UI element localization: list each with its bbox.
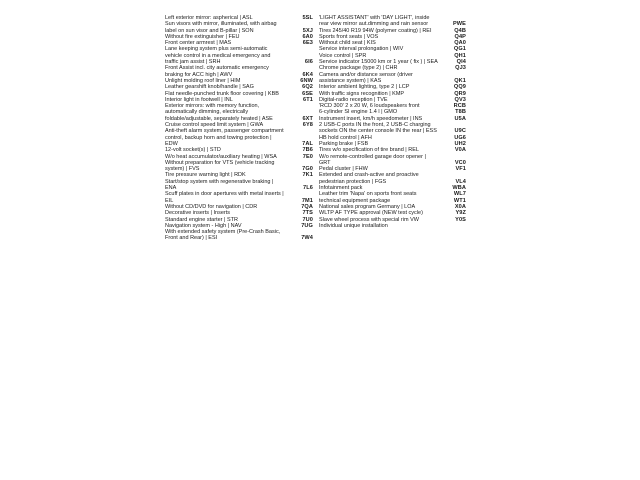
equipment-entry xyxy=(165,103,313,122)
equipment-code: Q4P xyxy=(454,33,466,40)
equipment-description: Flat needle-punched trunk floor covering | KBB xyxy=(165,90,279,97)
equipment-code: 7L6 xyxy=(303,185,313,192)
equipment-entry xyxy=(319,223,466,229)
equipment-description: WLTP AF TYPE approval (NEW test cycle) xyxy=(319,210,423,217)
equipment-code: 7AL xyxy=(302,140,313,147)
equipment-description: Service interval prolongation | WIV xyxy=(319,46,404,53)
equipment-entry xyxy=(165,46,313,65)
equipment-description: 'LIGHT ASSISTANT' with 'DAY LIGHT', inside rear view mirror aut.dimming and rain sensor xyxy=(319,15,430,28)
equipment-description: Without child seat | KIS xyxy=(319,40,376,47)
equipment-description: Cruise control speed limit system | GWA xyxy=(165,122,264,129)
equipment-description: Camera and/or distance sensor (driver assistance system) | KAS xyxy=(319,71,413,84)
equipment-code: U5A xyxy=(454,115,466,122)
equipment-code: QI4 xyxy=(456,59,466,66)
equipment-description: technical equipment package xyxy=(319,197,391,204)
equipment-code: 7QA xyxy=(301,203,313,210)
equipment-description: Decorative inserts | Inserts xyxy=(165,210,231,217)
equipment-description: Instrument insert, km/h speedometer | INS xyxy=(319,115,423,122)
equipment-code: 7TS xyxy=(302,210,313,217)
equipment-description: Pedal cluster | FHW xyxy=(319,166,368,173)
equipment-code: 5SL xyxy=(302,15,313,21)
equipment-code: 7B6 xyxy=(302,147,313,154)
equipment-code: U9C xyxy=(454,128,466,135)
equipment-description: Voice control | SPR xyxy=(319,52,367,59)
equipment-description: Interior light in footwell | INL xyxy=(165,96,233,103)
equipment-description: Navigation system - High | NAV xyxy=(165,222,242,229)
equipment-description: Tires w/o specification of tire brand | REL xyxy=(319,147,419,154)
equipment-entry xyxy=(319,72,466,85)
equipment-code: QG1 xyxy=(453,46,466,53)
equipment-entry xyxy=(165,179,313,192)
equipment-code: 7K1 xyxy=(302,172,313,179)
equipment-code: V0A xyxy=(454,147,466,154)
equipment-description: National sales program Germany | LOA xyxy=(319,203,416,210)
equipment-description: Standard engine starter | STR xyxy=(165,216,238,223)
equipment-description: Without CD/DVD for navigation | CDR xyxy=(165,203,258,210)
equipment-description: Without fire extinguisher | FEU xyxy=(165,33,240,40)
equipment-code: 6I6 xyxy=(304,59,313,66)
equipment-description: 6-cylinder SI engine 1.4 l | GMO xyxy=(319,109,398,116)
equipment-code: QH1 xyxy=(454,52,466,59)
equipment-code: WBA xyxy=(452,185,466,192)
equipment-description: Parking brake | FSB xyxy=(319,140,369,147)
equipment-description: Leather gearshift knob/handle | SAG xyxy=(165,84,254,91)
equipment-code: 6SE xyxy=(302,90,313,97)
equipment-entry xyxy=(165,191,313,204)
equipment-entry xyxy=(165,128,313,147)
equipment-code: WT1 xyxy=(453,197,466,204)
equipment-code: QV3 xyxy=(454,96,466,103)
equipment-description: With extended safety system (Pre-Crash Basic, Front and Rear) | ESI xyxy=(165,229,281,242)
equipment-code: QA0 xyxy=(454,40,466,47)
equipment-code: 6T1 xyxy=(303,96,313,103)
equipment-description: Infotainment pack xyxy=(319,185,363,192)
equipment-code: 6E3 xyxy=(302,40,313,47)
equipment-entry xyxy=(319,15,466,28)
equipment-description: Without preparation for VTS (vehicle tracking system) | FVS xyxy=(165,159,275,173)
equipment-description: 'RCD 300' 2 x 20 W, 6 loudspeakers front xyxy=(319,103,420,110)
equipment-entry xyxy=(165,229,313,242)
equipment-description: Anti-theft alarm system, passenger compartment control, backup horn and towing protection | EDW xyxy=(165,128,284,147)
equipment-code: 6K4 xyxy=(302,71,313,78)
equipment-description: 12-volt socket(s) | STD xyxy=(165,147,221,154)
equipment-code: 7G0 xyxy=(302,166,313,173)
equipment-entry xyxy=(319,122,466,135)
equipment-code: 7W4 xyxy=(301,235,313,242)
equipment-code: Y9Z xyxy=(455,210,466,217)
equipment-code: 7M1 xyxy=(301,197,313,204)
equipment-code: 6XT xyxy=(302,115,313,122)
equipment-entry xyxy=(319,154,466,167)
equipment-code: WL7 xyxy=(453,191,466,198)
equipment-code: 6NW xyxy=(300,77,313,84)
equipment-code: 5XJ xyxy=(302,27,313,34)
equipment-code: 7E0 xyxy=(302,153,313,160)
equipment-description: Slave wheel process with special rim VW xyxy=(319,216,419,223)
equipment-code: 6Y8 xyxy=(302,122,313,129)
equipment-code: Q4B xyxy=(454,27,466,34)
equipment-code: 6Q2 xyxy=(302,84,313,91)
equipment-description: Service indicator 15000 km or 1 year ( fix ) | SEA xyxy=(319,59,438,66)
equipment-description: Sports front seats | VOS xyxy=(319,33,379,40)
equipment-description: Digital-radio reception | TVE xyxy=(319,96,388,103)
equipment-code: QK1 xyxy=(454,77,466,84)
equipment-code: T8B xyxy=(455,109,466,116)
equipment-description: 2 USB-C ports IN the front, 2 USB-C charging sockets ON the center console IN the rear | ESS xyxy=(319,122,437,135)
equipment-description: HB hold control | AFH xyxy=(319,134,372,141)
equipment-code: UG6 xyxy=(454,134,466,141)
equipment-description: Left exterior mirror: aspherical | ASL xyxy=(165,15,253,21)
equipment-description: Tire pressure warning light | RDK xyxy=(165,172,246,179)
equipment-description: Interior ambient lighting, type 2 | LCP xyxy=(319,84,410,91)
equipment-description: Lane keeping system plus semi-automatic vehicle control in a medical emergency and traffic jam assist | SRH xyxy=(165,46,271,66)
equipment-description: Extended and crash-active and proactive pedestrian protection | FGS xyxy=(319,172,419,185)
equipment-description: Individual unique installation xyxy=(319,222,388,229)
equipment-code: QQ9 xyxy=(453,84,466,91)
equipment-description: W/o remote-controlled garage door opener | GRT xyxy=(319,153,426,166)
equipment-description: Chrome package (type 2) | CHR xyxy=(319,65,398,72)
equipment-code: Y0S xyxy=(455,216,466,223)
equipment-entry xyxy=(165,65,313,78)
equipment-description: W/o heat accumulator/auxiliary heating | WSA xyxy=(165,153,277,160)
equipment-code: QR9 xyxy=(454,90,466,97)
left-equipment-column xyxy=(165,15,313,242)
equipment-description: Exterior mirrors: with memory function, automatically dimming, electrically foldable/adjustable, separately heated | ASE xyxy=(165,103,273,122)
equipment-entry xyxy=(165,21,313,34)
equipment-code: 7U0 xyxy=(302,216,313,223)
equipment-description: Sun visors with mirror, illuminated, with airbag label on sun visor and B-pillar | SON xyxy=(165,21,277,34)
equipment-description: Start/stop system with regenerative braking | ENA xyxy=(165,178,274,192)
equipment-code: X0A xyxy=(454,203,466,210)
right-equipment-column xyxy=(319,15,466,229)
equipment-description: With traffic signs recognition | KMP xyxy=(319,90,405,97)
equipment-description: Front center armrest | MAS xyxy=(165,40,232,47)
equipment-description: Scuff plates in door apertures with metal inserts | EIL xyxy=(165,191,284,204)
equipment-entry xyxy=(165,160,313,173)
equipment-code: UH2 xyxy=(454,140,466,147)
equipment-description: Front Assist incl. city automatic emergency braking for ACC high | AWV xyxy=(165,65,269,78)
equipment-code: 7UG xyxy=(301,222,313,229)
equipment-code: RCB xyxy=(453,103,466,110)
equipment-code: VF1 xyxy=(455,166,466,173)
equipment-entry xyxy=(319,172,466,185)
equipment-code: 6A0 xyxy=(302,33,313,40)
equipment-code: PWE xyxy=(452,21,466,28)
equipment-description: Leather trim 'Napa' on sports front seats xyxy=(319,191,417,198)
equipment-description: Unlight molding roof liner | HIM xyxy=(165,77,241,84)
equipment-code: VL4 xyxy=(455,178,466,185)
equipment-description: Tires 245/40 R19 94W (polymer coating) | REI xyxy=(319,27,432,34)
equipment-code: QJ3 xyxy=(455,65,466,72)
equipment-code: VC0 xyxy=(454,159,466,166)
